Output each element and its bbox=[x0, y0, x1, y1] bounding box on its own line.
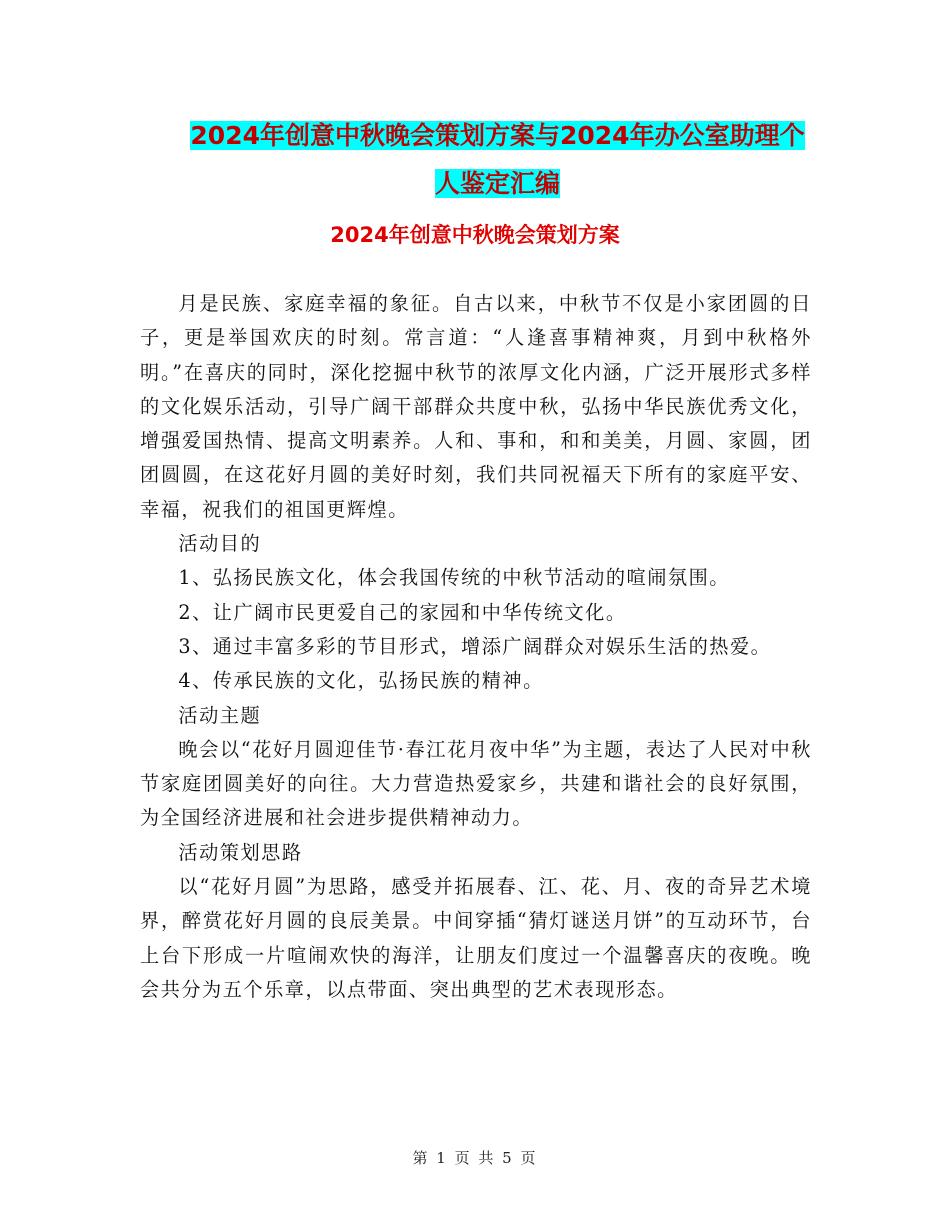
purpose-item-4: 4、传承民族的文化，弘扬民族的精神。 bbox=[178, 669, 544, 693]
page-footer: 第 1 页 共 5 页 bbox=[412, 1149, 538, 1167]
document-body bbox=[140, 287, 812, 1007]
heading-theme: 活动主题 bbox=[178, 703, 262, 727]
document-title-line2: 人鉴定汇编 bbox=[434, 169, 560, 198]
document-title-line1: 2024年创意中秋晚会策划方案与2024年办公室助理个 bbox=[190, 121, 805, 150]
purpose-item-1: 1、弘扬民族文化，体会我国传统的中秋节活动的喧闹氛围。 bbox=[178, 566, 730, 590]
planning-paragraph: 以“花好月圆”为思路，感受并拓展春、江、花、月、夜的奇异艺术境界，醉赏花好月圆的良辰美景。中间穿插“猜灯谜送月饼”的互动环节，台上台下形成一片喧闹欢快的海洋，让朋友们度过一个温馨喜庆的夜晚。晚会共分为五个乐章，以点带面、突出典型的艺术表现形态。 bbox=[140, 875, 812, 1001]
intro-paragraph: 月是民族、家庭幸福的象征。自古以来，中秋节不仅是小家团圆的日子，更是举国欢庆的时刻。常言道：“人逢喜事精神爽，月到中秋格外明。”在喜庆的同时，深化挖掘中秋节的浓厚文化内涵，广泛开展形式多样的文化娱乐活动，引导广阔干部群众共度中秋，弘扬中华民族优秀文化，增强爱国热情、提高文明素养。人和、事和，和和美美，月圆、家圆，团团圆圆，在这花好月圆的美好时刻，我们共同祝福天下所有的家庭平安、幸福，祝我们的祖国更辉煌。 bbox=[140, 292, 812, 521]
theme-paragraph: 晚会以“花好月圆迎佳节·春江花月夜中华”为主题，表达了人民对中秋节家庭团圆美好的向往。大力营造热爱家乡，共建和谐社会的良好氛围，为全国经济进展和社会进步提供精神动力。 bbox=[140, 737, 812, 830]
document-title bbox=[140, 112, 855, 208]
purpose-item-3: 3、通过丰富多彩的节目形式，增添广阔群众对娱乐生活的热爱。 bbox=[178, 634, 772, 658]
heading-purpose: 活动目的 bbox=[178, 532, 262, 556]
purpose-item-2: 2、让广阔市民更爱自己的家园和中华传统文化。 bbox=[178, 600, 627, 624]
section-title: 2024年创意中秋晚会策划方案 bbox=[330, 223, 620, 247]
heading-planning: 活动策划思路 bbox=[178, 840, 303, 864]
